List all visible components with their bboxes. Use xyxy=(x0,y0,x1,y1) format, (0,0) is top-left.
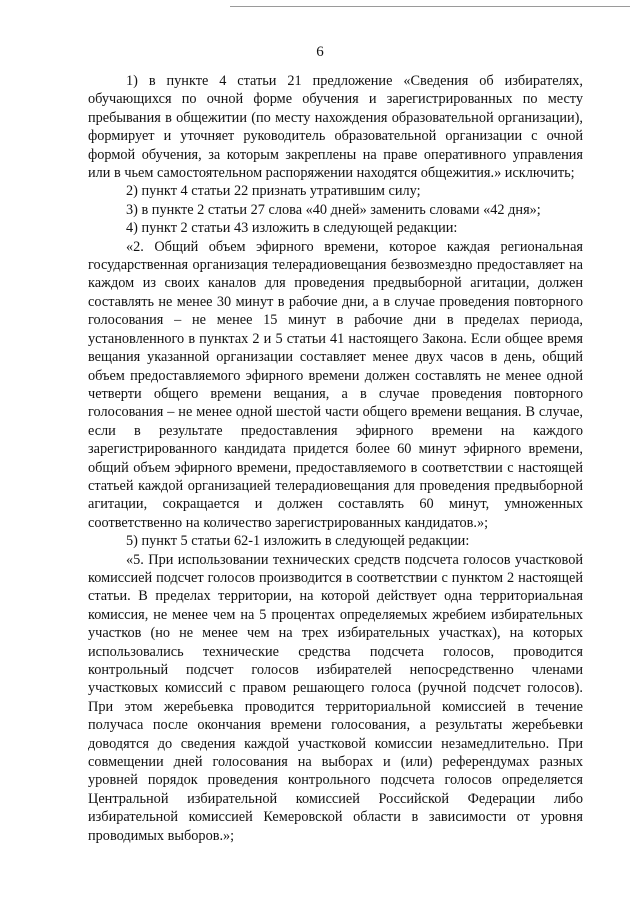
paragraph-item-4: 4) пункт 2 статьи 43 изложить в следующей редакции: xyxy=(126,220,458,237)
paragraph-item-1: 1) в пункте 4 статьи 21 предложение «Сведения об избирателях, обучающихся по очной форме обучения и зарегистрированных по месту пребывания в общежитии (по месту нахождения образовательной организации), формирует и уточняет руководитель образовательной организации с очной формой обучения, за которым закреплены на праве оперативного управления или в чьем самостоятельном распоряжении находятся общежития.» исключить; xyxy=(88,73,583,182)
paragraph-item-3: 3) в пункте 2 статьи 27 слова «40 дней» заменить словами «42 дня»; xyxy=(126,201,541,218)
quoted-article-43-clause-2: «2. Общий объем эфирного времени, которое каждая региональная государственная организация телерадиовещания безвозмездно предоставляет на каждом из своих каналов для проведения предвыборной агитации, должен составлять не менее 30 минут в рабочие дни, а в случае проведения повторного голосования – не менее 15 минут в рабочие дни в пределах периода, установленного в пунктах 2 и 5 статьи 41 настоящего Закона. Если общее время вещания указанной организации составляет менее двух часов в день, общий объем предоставляемого эфирного времени должен составлять не менее одной четверти общего времени вещания, а в случае проведения повторного голосования – не менее одной шестой части общего времени вещания. В случае, если в результате предоставления эфирного времени на каждого зарегистрированного кандидата придется более 60 минут эфирного времени, общий объем эфирного времени, предоставляемого в соответствии с настоящей статьей каждой организацией телерадиовещания для проведения предвыборной агитации, сокращается и должен составлять 60 минут, умноженных соответственно на количество зарегистрированных кандидатов.»; xyxy=(88,238,583,531)
header-rule xyxy=(230,6,630,7)
quoted-article-62-1-clause-5: «5. При использовании технических средств подсчета голосов участковой комиссией подсчет голосов производится в соответствии с пунктом 2 настоящей статьи. В пределах территории, на которой действует одна территориальная комиссия, не менее чем на 5 процентах определяемых жребием избирательных участков (но не менее чем на трех избирательных участках), на которых использовались технические средства подсчета голосов, проводится контрольный подсчет голосов избирателей непосредственно членами участковых комиссий с правом решающего голоса (ручной подсчет голосов). При этом жеребьевка проводится территориальной комиссией в течение получаса после окончания времени голосования, а результаты жеребьевки доводятся до сведения каждой участковой комиссии незамедлительно. При совмещении дней голосования на выборах и (или) референдумах разных уровней порядок проведения контрольного подсчета голосов определяется Центральной избирательной комиссией Российской Федерации либо избирательной комиссией Кемеровской области в зависимости от уровня проводимых выборов.»; xyxy=(88,551,583,844)
paragraph-item-5: 5) пункт 5 статьи 62-1 изложить в следующей редакции: xyxy=(126,533,470,550)
document-body xyxy=(88,72,583,845)
paragraph-item-2: 2) пункт 4 статьи 22 признать утратившим силу; xyxy=(126,183,421,200)
page-number: 6 xyxy=(316,44,324,60)
